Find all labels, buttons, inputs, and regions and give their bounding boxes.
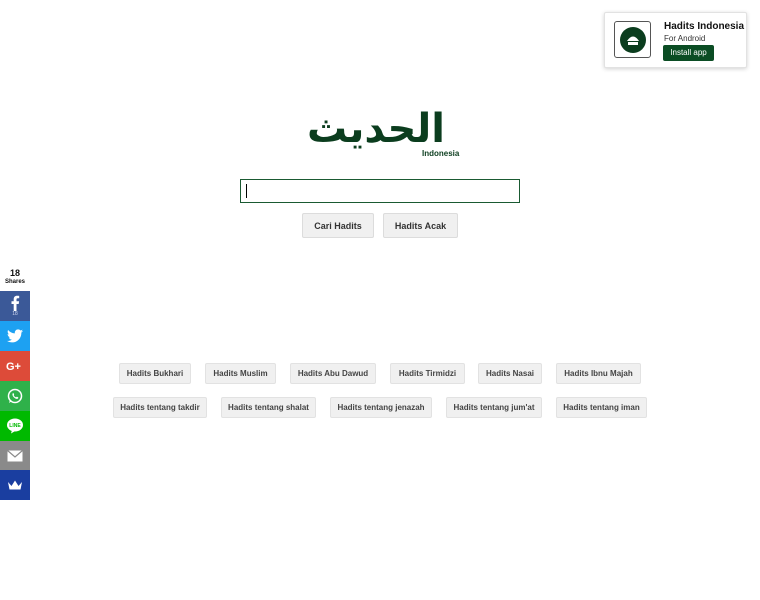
tag-link[interactable]: Hadits tentang jum'at [446,397,542,418]
tag-link[interactable]: Hadits Muslim [205,363,276,384]
share-email-button[interactable] [0,441,30,471]
text-caret [246,184,247,198]
svg-text:G+: G+ [6,361,21,372]
share-count-label: Shares [4,279,25,285]
site-logo[interactable] [296,106,466,160]
whatsapp-icon [7,388,23,404]
svg-text:LINE: LINE [9,423,21,429]
tag-link[interactable]: Hadits tentang jenazah [330,397,432,418]
app-name: Hadits Indonesia [664,21,745,32]
logo-arabic-text: الحديث [306,106,446,152]
sumome-button[interactable] [0,470,30,500]
share-line-button[interactable] [0,411,30,441]
share-google-plus-button[interactable] [0,351,30,381]
share-count-number: 18 [9,268,20,278]
share-facebook-button[interactable] [0,291,30,321]
tag-link[interactable]: Hadits Nasai [478,363,542,384]
search-input[interactable] [240,179,520,203]
app-install-banner [604,12,747,68]
google-plus-icon [6,360,24,372]
facebook-icon [10,295,20,311]
tag-link[interactable]: Hadits Bukhari [119,363,191,384]
search-hadits-button[interactable]: Cari Hadits [302,213,374,238]
install-app-button[interactable]: Install app [663,45,714,61]
twitter-icon [7,329,23,343]
tag-link[interactable]: Hadits tentang shalat [221,397,316,418]
tag-link[interactable]: Hadits tentang takdir [113,397,207,418]
share-whatsapp-button[interactable] [0,381,30,411]
logo-subtitle: Indonesia [422,149,460,158]
app-logo-icon [614,21,651,58]
share-twitter-button[interactable] [0,321,30,351]
tag-link[interactable]: Hadits Ibnu Majah [556,363,641,384]
tag-link[interactable]: Hadits Tirmidzi [390,363,465,384]
facebook-share-count: 18 [12,311,18,317]
line-icon [6,418,24,434]
tag-link[interactable]: Hadits tentang iman [556,397,647,418]
email-icon [7,450,23,462]
crown-icon [7,479,23,491]
app-platform: For Android [664,34,706,43]
random-hadits-button[interactable]: Hadits Acak [383,213,458,238]
tag-link[interactable]: Hadits Abu Dawud [290,363,376,384]
share-count [0,268,30,286]
